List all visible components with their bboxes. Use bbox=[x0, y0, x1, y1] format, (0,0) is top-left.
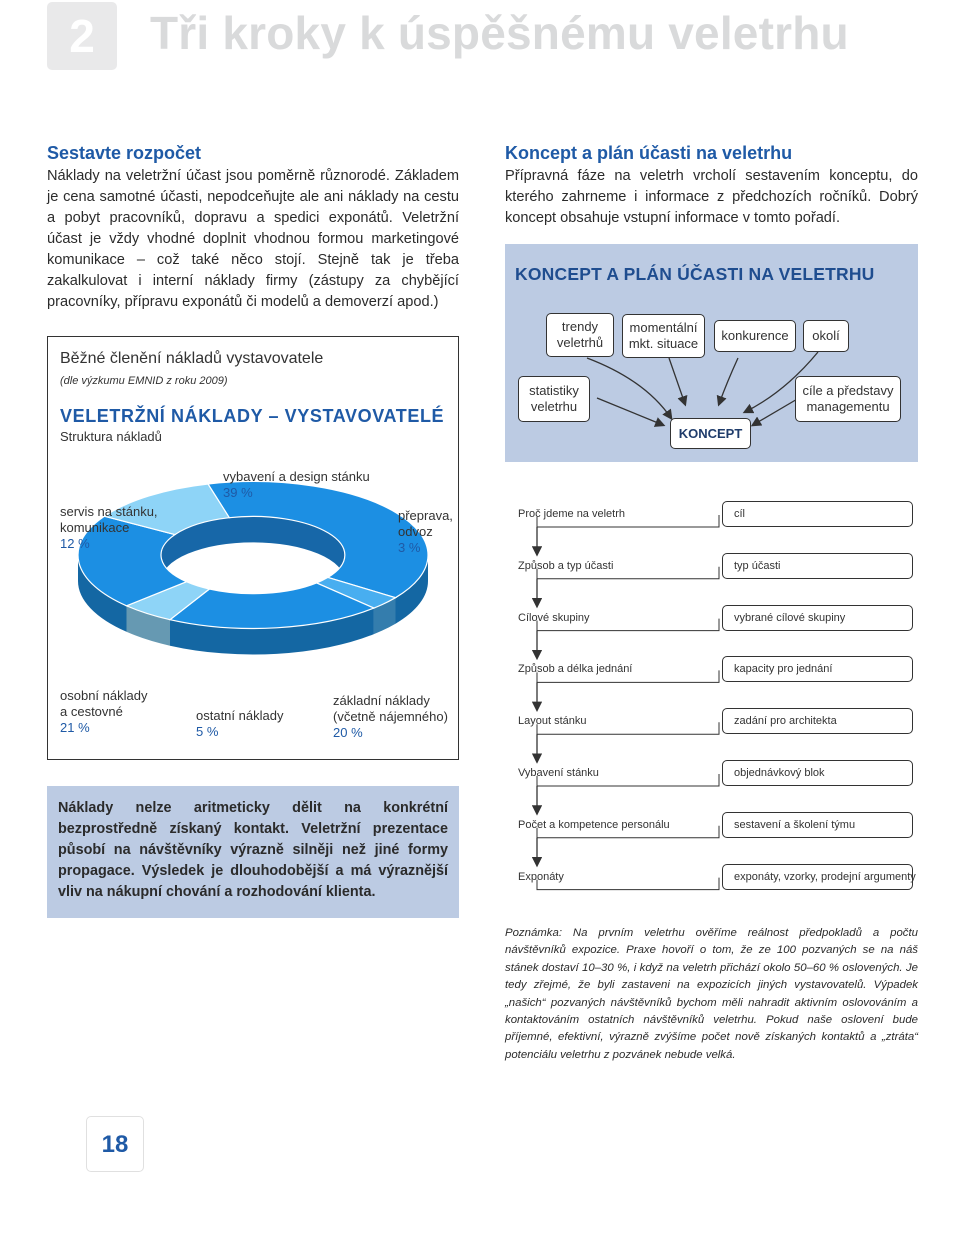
step-answer-box: cíl bbox=[722, 501, 913, 527]
node-statistiky: statistiky veletrhu bbox=[518, 376, 590, 422]
chapter-number-badge: 2 bbox=[47, 2, 117, 70]
node-koncept: KONCEPT bbox=[670, 418, 751, 449]
node-konkurence: konkurence bbox=[714, 320, 796, 352]
slice-label-personal: osobní náklady a cestovné 21 % bbox=[60, 688, 148, 735]
concept-heading: Koncept a plán účasti na veletrhu bbox=[505, 143, 793, 163]
concept-paragraph: Přípravná fáze na veletrh vrcholí sestavením konceptu, do kterého zahrneme i informace z předchozích ročníků. Dobrý koncept obsahuje vstupní informace v tomto pořadí. bbox=[505, 168, 918, 226]
step-answer-box: sestavení a školení týmu bbox=[722, 812, 913, 838]
page-number: 18 bbox=[86, 1116, 144, 1172]
step-answer-box: objednávkový blok bbox=[722, 760, 913, 786]
slice-label-other: ostatní náklady 5 % bbox=[196, 708, 284, 739]
node-cile: cíle a představy managementu bbox=[795, 376, 901, 422]
chapter-title: Tři kroky k úspěšnému veletrhu bbox=[150, 7, 849, 59]
cost-chart-title: VELETRŽNÍ NÁKLADY – VYSTAVOVATELÉ bbox=[60, 406, 445, 426]
node-okoli: okolí bbox=[803, 320, 849, 352]
slice-label-design: vybavení a design stánku 39 % bbox=[223, 469, 370, 500]
step-question: Cílové skupiny bbox=[518, 611, 590, 624]
step-question: Exponáty bbox=[518, 870, 564, 883]
step-answer-box: exponáty, vzorky, prodejní argumenty bbox=[722, 864, 913, 890]
step-answer-box: kapacity pro jednání bbox=[722, 656, 913, 682]
budget-heading: Sestavte rozpočet bbox=[47, 143, 202, 163]
note-paragraph: Poznámka: Na prvním veletrhu ověříme reálnost předpokladů a počtu návštěvníků expozice. Praxe hovoří o tom, že ze 100 pozvaných se na náš stánek dostaví 10–30 %, i když na veletrh přichází okolo 50–60 % oslovených. Je tedy zřejmé, že byli zastaveni na expozicích jiných vystavovatelů. Výpadek „našich“ pozvaných návštěvníků bychom měli nahradit aktivním oslovováním a kontaktováním ostatních návštěvníků veletrhu. Pokud naše oslovení bude příjemné, efektivní, výrazně zvýšíme počet nově získaných kontaktů a „ztráta“ potenciálu veletrhu z pozvánek nebude velká. bbox=[505, 927, 918, 1061]
step-question: Layout stánku bbox=[518, 715, 587, 728]
step-question: Počet a kompetence personálu bbox=[518, 818, 670, 831]
node-trendy: trendy veletrhů bbox=[546, 313, 614, 357]
highlight-text: Náklady nelze aritmeticky dělit na konkrétní bezprostředně získaný kontakt. Veletržní prezentace působí na návštěvníky výrazně silněji než jiné formy propagace. Výsledek je dlouhodobější a má výraznější vliv na nákupní chování a rozhodování klienta. bbox=[58, 800, 448, 900]
cost-box-subtitle: (dle výzkumu EMNID z roku 2009) bbox=[60, 375, 228, 387]
slice-label-basic: základní náklady (včetně nájemného) 20 % bbox=[333, 693, 448, 740]
slice-label-transport: přeprava, odvoz 3 % bbox=[398, 508, 453, 555]
step-question: Způsob a délka jednání bbox=[518, 663, 633, 676]
cost-chart-subtitle: Struktura nákladů bbox=[60, 429, 162, 444]
cost-box-title: Běžné členění nákladů vystavovatele bbox=[60, 350, 324, 367]
step-question: Proč jdeme na veletrh bbox=[518, 508, 625, 520]
concept-diagram-title: KONCEPT A PLÁN ÚČASTI NA VELETRHU bbox=[515, 264, 875, 284]
step-answer-box: typ účasti bbox=[722, 553, 913, 579]
step-question: Způsob a typ účasti bbox=[518, 559, 614, 572]
node-momentalni: momentální mkt. situace bbox=[622, 314, 705, 358]
step-answer-box: vybrané cílové skupiny bbox=[722, 605, 913, 631]
slice-label-service: servis na stánku, komunikace 12 % bbox=[60, 504, 158, 551]
highlight-box bbox=[47, 786, 459, 918]
step-answer-box: zadání pro architekta bbox=[722, 708, 913, 734]
budget-paragraph: Náklady na veletržní účast jsou poměrně různorodé. Základem je cena samotné účasti, nepodceňujte ale ani náklady na cestu a pobyt pracovníků, dopravu a spedici exponátů. Veletržní účast je vždy vhodné doplnit vhodnou formou marketingové komunikace – což také něco stojí. Stejně tak je třeba zakalkulovat i interní náklady firmy (zástupy za chybějící pracovníky, přípravu exponátů či modelů a demoverzí apod.) bbox=[47, 168, 459, 310]
step-connector bbox=[537, 878, 719, 890]
step-question: Vybavení stánku bbox=[518, 767, 599, 779]
